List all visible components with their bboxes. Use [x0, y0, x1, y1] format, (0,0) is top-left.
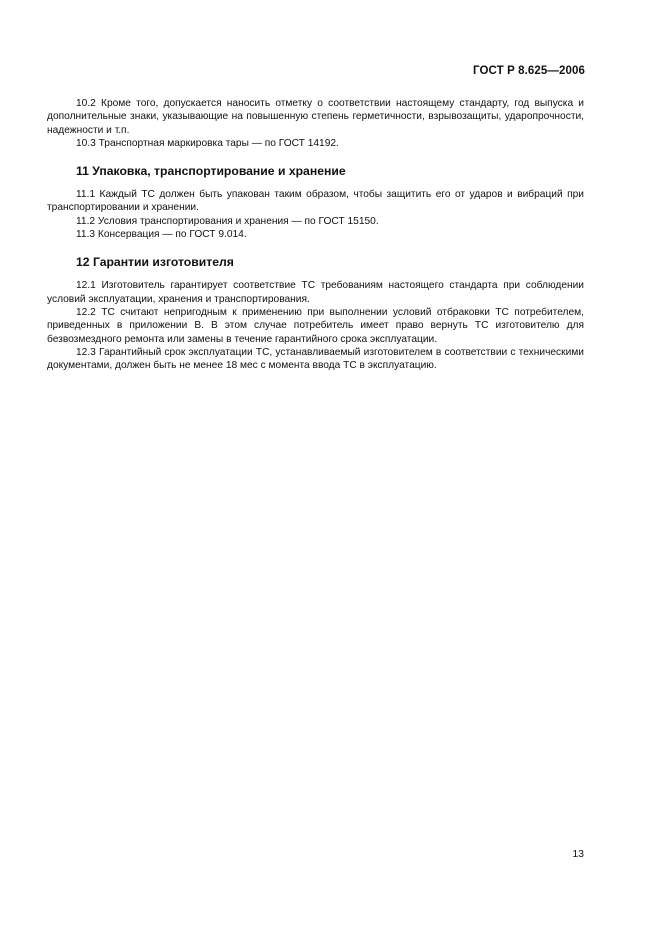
paragraph-10-2: 10.2 Кроме того, допускается наносить отметку о соответствии настоящему стандарту, год выпуска и дополнительные знаки, указывающие на повышенную степень герметичности, взрывозащиты, ударопрочности, надежности и т.п. [47, 98, 584, 136]
paragraph-12-2: 12.2 ТС считают непригодным к применению при выполнении условий отбраковки ТС потребителем, приведенных в приложении В. В этом случае потребитель имеет право вернуть ТС изготовителю для безвозмездного ремонта или замены в течение гарантийного срока эксплуатации. [47, 306, 584, 345]
page-number: 13 [572, 848, 584, 860]
paragraph-11-2: 11.2 Условия транспортирования и хранения — по ГОСТ 15150. [76, 215, 379, 227]
section-title-12: 12 Гарантии изготовителя [76, 255, 234, 270]
paragraph-12-3: 12.3 Гарантийный срок эксплуатации ТС, устанавливаемый изготовителем в соответствии с техническими документами, должен быть не менее 18 мес с момента ввода ТС в эксплуатацию. [47, 346, 584, 372]
paragraph-12-1: 12.1 Изготовитель гарантирует соответствие ТС требованиям настоящего стандарта при соблюдении условий эксплуатации, хранения и транспортирования. [47, 280, 584, 305]
paragraph-10-3: 10.3 Транспортная маркировка тары — по ГОСТ 14192. [76, 137, 339, 149]
section-title-11: 11 Упаковка, транспортирование и хранение [76, 164, 346, 179]
paragraph-11-3: 11.3 Консервация — по ГОСТ 9.014. [76, 229, 247, 241]
document-code: ГОСТ Р 8.625—2006 [473, 65, 585, 77]
document-body [47, 97, 584, 372]
paragraph-11-1: 11.1 Каждый ТС должен быть упакован таким образом, чтобы защитить его от ударов и вибраций при транспортировании и хранении. [47, 189, 584, 214]
